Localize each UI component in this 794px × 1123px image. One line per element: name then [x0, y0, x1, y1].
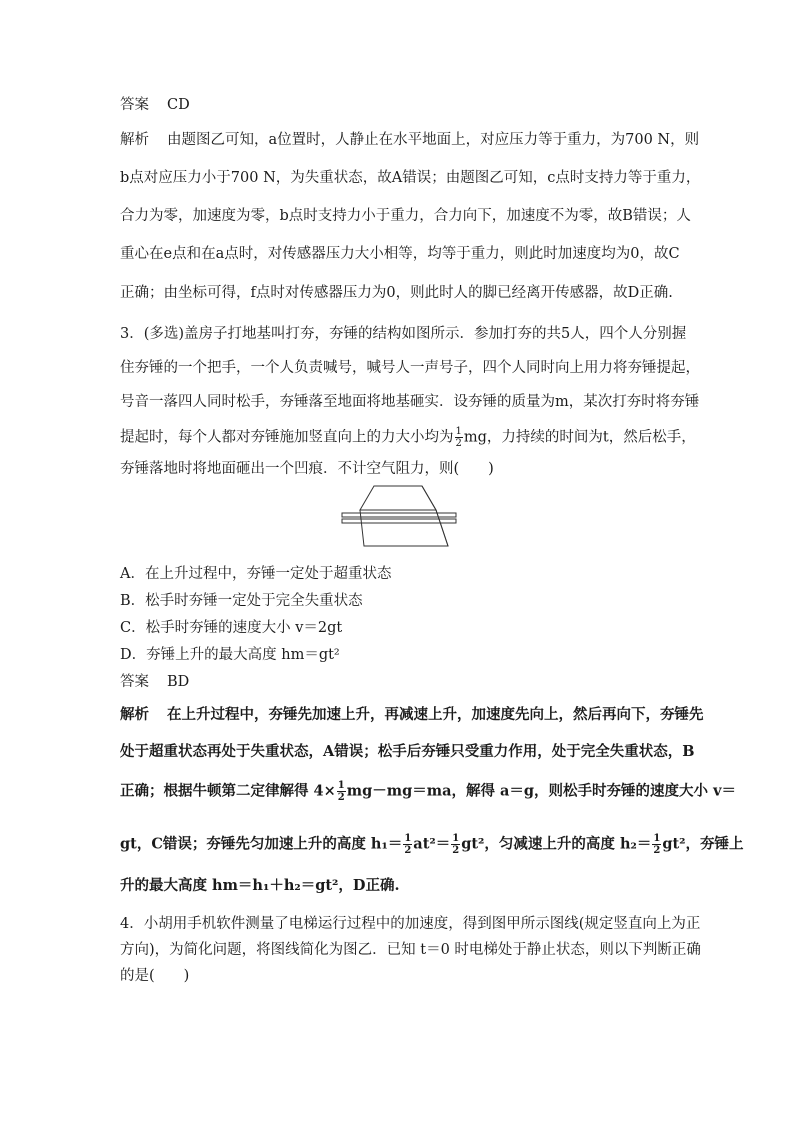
analysis-text: gt²，夯锤上 — [662, 835, 744, 853]
analysis-text: 重心在e点和在a点时，对传感器压力大小相等，均等于重力，则此时加速度均为0，故C — [120, 246, 680, 262]
stem-text: mg，力持续的时间为t，然后松手， — [463, 429, 696, 446]
question-stem: 方向)，为简化问题，将图线简化为图乙．已知 t＝0 时电梯处于静止状态，则以下判断正确 — [120, 942, 701, 958]
fraction: $\frac{1}{2}$ — [404, 833, 412, 856]
analysis-line — [120, 833, 744, 856]
analysis-text: b点对应压力小于700 N，为失重状态，故A错误；由题图乙可知，c点时支持力等于重力， — [120, 170, 701, 186]
fraction: $\frac{1}{2}$ — [653, 833, 661, 856]
answer-label: 答案 — [120, 674, 149, 690]
question-stem: 夯锤落地时将地面砸出一个凹痕．不计空气阻力，则( ) — [120, 461, 494, 477]
option-b: B．松手时夯锤一定处于完全失重状态 — [120, 593, 363, 609]
stem-text: 提起时，每个人都对夯锤施加竖直向上的力大小均为 — [120, 429, 454, 446]
analysis-text: gt，C错误；夯锤先匀加速上升的高度 h₁＝ — [120, 835, 403, 853]
analysis-text: 在上升过程中，夯锤先加速上升，再减速上升，加速度先向上，然后再向下，夯锤先 — [167, 706, 704, 723]
analysis-text: mg－mg＝ma，解得 a＝g，则松手时夯锤的速度大小 v＝ — [346, 782, 737, 800]
analysis-line — [120, 130, 699, 150]
analysis-text: 合力为零，加速度为零，b点时支持力小于重力，合力向下，加速度不为零，故B错误；人 — [120, 208, 691, 224]
rammer-figure — [340, 480, 460, 552]
answer-line — [120, 672, 189, 692]
answer-value: BD — [167, 674, 190, 690]
question-stem — [120, 426, 696, 449]
analysis-label: 解析 — [120, 132, 149, 148]
answer-line — [120, 95, 190, 115]
analysis-text: 正确；根据牛顿第二定律解得 4× — [120, 782, 336, 800]
analysis-label: 解析 — [120, 706, 149, 723]
question-stem: 住夯锤的一个把手，一个人负责喊号，喊号人一声号子，四个人同时向上用力将夯锤提起， — [120, 360, 700, 376]
analysis-text: 由题图乙可知，a位置时，人静止在水平地面上，对应压力等于重力，为700 N，则 — [167, 132, 700, 148]
question-stem: 3．(多选)盖房子打地基叫打夯，夯锤的结构如图所示．参加打夯的共5人，四个人分别握 — [120, 326, 687, 342]
analysis-text: 正确；由坐标可得，f点时对传感器压力为0，则此时人的脚已经离开传感器，故D正确. — [120, 285, 673, 301]
option-a: A．在上升过程中，夯锤一定处于超重状态 — [120, 566, 392, 582]
analysis-text: 升的最大高度 hm＝h₁＋h₂＝gt²，D正确. — [120, 877, 400, 894]
question-stem: 的是( ) — [120, 968, 190, 984]
fraction: $\frac{1}{2}$ — [455, 426, 462, 449]
answer-value: CD — [167, 97, 190, 113]
handle-bar-top — [342, 513, 456, 517]
question-stem: 号音一落四人同时松手，夯锤落至地面将地基砸实．设夯锤的质量为m，某次打夯时将夯锤 — [120, 394, 700, 410]
analysis-text: at²＝ — [413, 835, 451, 853]
analysis-text: gt²，匀减速上升的高度 h₂＝ — [461, 835, 652, 853]
option-c: C．松手时夯锤的速度大小 v＝2gt — [120, 620, 343, 636]
analysis-line — [120, 705, 704, 725]
analysis-text: 处于超重状态再处于失重状态，A错误；松手后夯锤只受重力作用，处于完全失重状态，B — [120, 743, 695, 760]
option-d: D．夯锤上升的最大高度 hm＝gt² — [120, 647, 340, 663]
analysis-line — [120, 780, 736, 803]
question-stem: 4．小胡用手机软件测量了电梯运行过程中的加速度，得到图甲所示图线(规定竖直向上为正 — [120, 916, 701, 932]
answer-label: 答案 — [120, 97, 149, 113]
fraction: $\frac{1}{2}$ — [337, 780, 345, 803]
fraction: $\frac{1}{2}$ — [452, 833, 460, 856]
